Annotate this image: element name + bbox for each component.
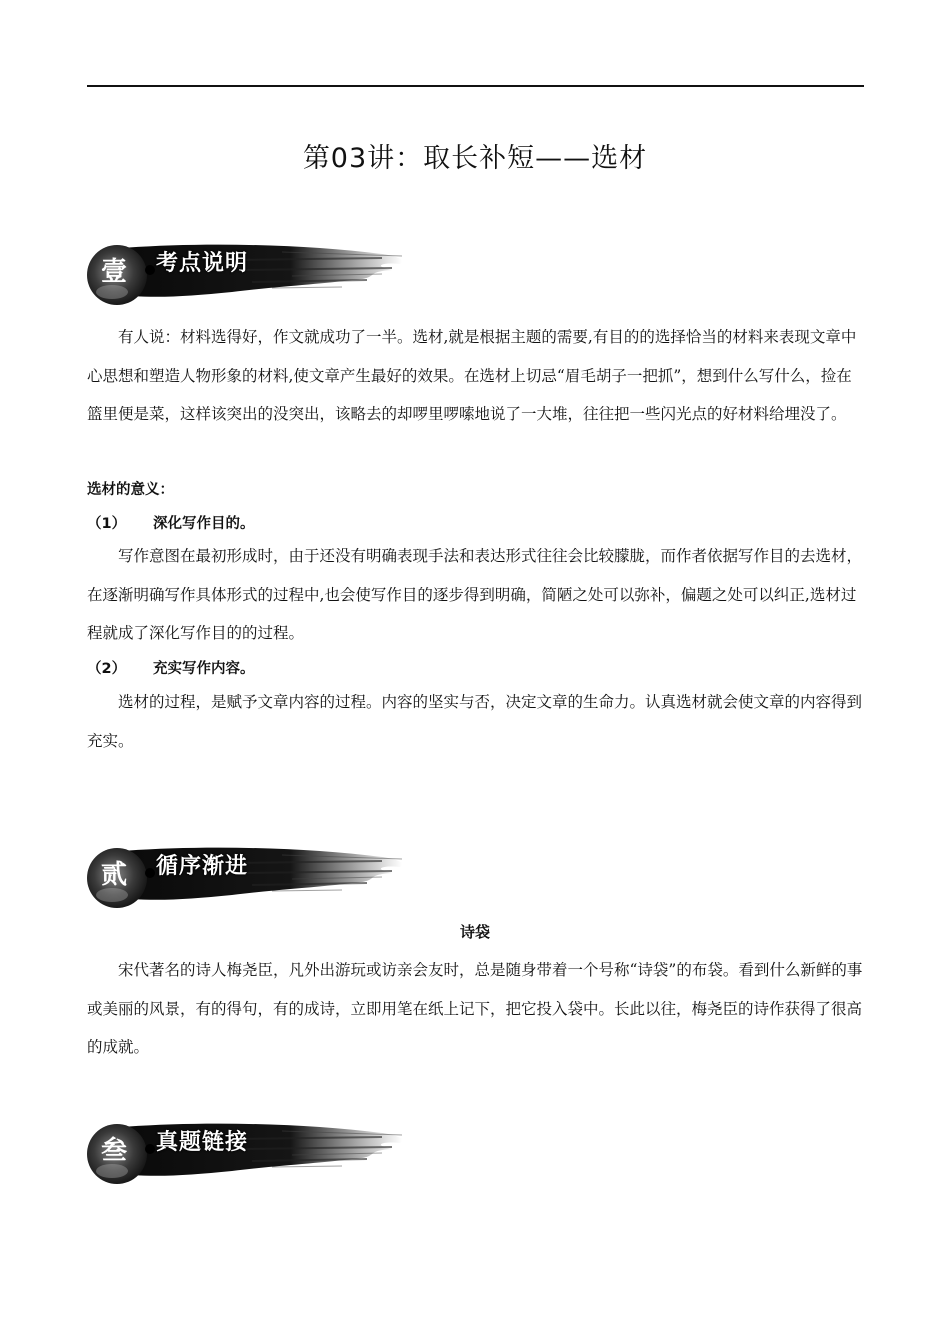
section-banner-2 bbox=[82, 843, 412, 913]
section-banner-3 bbox=[82, 1119, 412, 1189]
meaning-heading: 选材的意义： bbox=[87, 482, 174, 498]
page-title: 第03讲：取长补短——选材 bbox=[302, 143, 648, 174]
point-title: 深化写作目的。 bbox=[153, 516, 255, 532]
story-title: 诗袋 bbox=[459, 923, 490, 941]
point-title: 充实写作内容。 bbox=[153, 661, 255, 677]
intro-paragraph: 有人说：材料选得好，作文就成功了一半。选材,就是根据主题的需要,有目的的选择恰当的材料来表现文章中心思想和塑造人物形象的材料,使文章产生最好的效果。在选材上切忌“眉毛胡子一把抓”，想到什么写什么，捡在篮里便是菜，这样该突出的没突出，该略去的却啰里啰嗦地说了一大堆，往往把一些闪光点的好材料给埋没了。 bbox=[87, 328, 857, 423]
point-heading-2 bbox=[87, 657, 255, 678]
section-banner-1 bbox=[82, 240, 412, 310]
point-number: （1） bbox=[87, 516, 127, 532]
top-rule bbox=[87, 85, 864, 87]
section-numeral: 壹 bbox=[100, 257, 127, 287]
section-numeral: 贰 bbox=[100, 860, 127, 890]
point-heading-1 bbox=[87, 512, 255, 533]
story-paragraph: 宋代著名的诗人梅尧臣，凡外出游玩或访亲会友时，总是随身带着一个号称“诗袋”的布袋。看到什么新鲜的事或美丽的风景，有的得句，有的成诗，立即用笔在纸上记下，把它投入袋中。长此以往，梅尧臣的诗作获得了很高的成就。 bbox=[87, 961, 863, 1056]
section-title: 考点说明 bbox=[156, 251, 249, 276]
section-numeral: 叁 bbox=[100, 1136, 127, 1166]
point-paragraph-1: 写作意图在最初形成时，由于还没有明确表现手法和表达形式往往会比较朦胧，而作者依据写作目的去选材，在逐渐明确写作具体形式的过程中,也会使写作目的逐步得到明确，简陋之处可以弥补，偏题之处可以纠正,选材过程就成了深化写作目的的过程。 bbox=[87, 547, 863, 642]
section-title: 循序渐进 bbox=[156, 854, 249, 879]
point-number: （2） bbox=[87, 661, 127, 677]
point-paragraph-2: 选材的过程，是赋予文章内容的过程。内容的坚实与否，决定文章的生命力。认真选材就会使文章的内容得到充实。 bbox=[87, 693, 863, 750]
section-title: 真题链接 bbox=[156, 1130, 249, 1155]
